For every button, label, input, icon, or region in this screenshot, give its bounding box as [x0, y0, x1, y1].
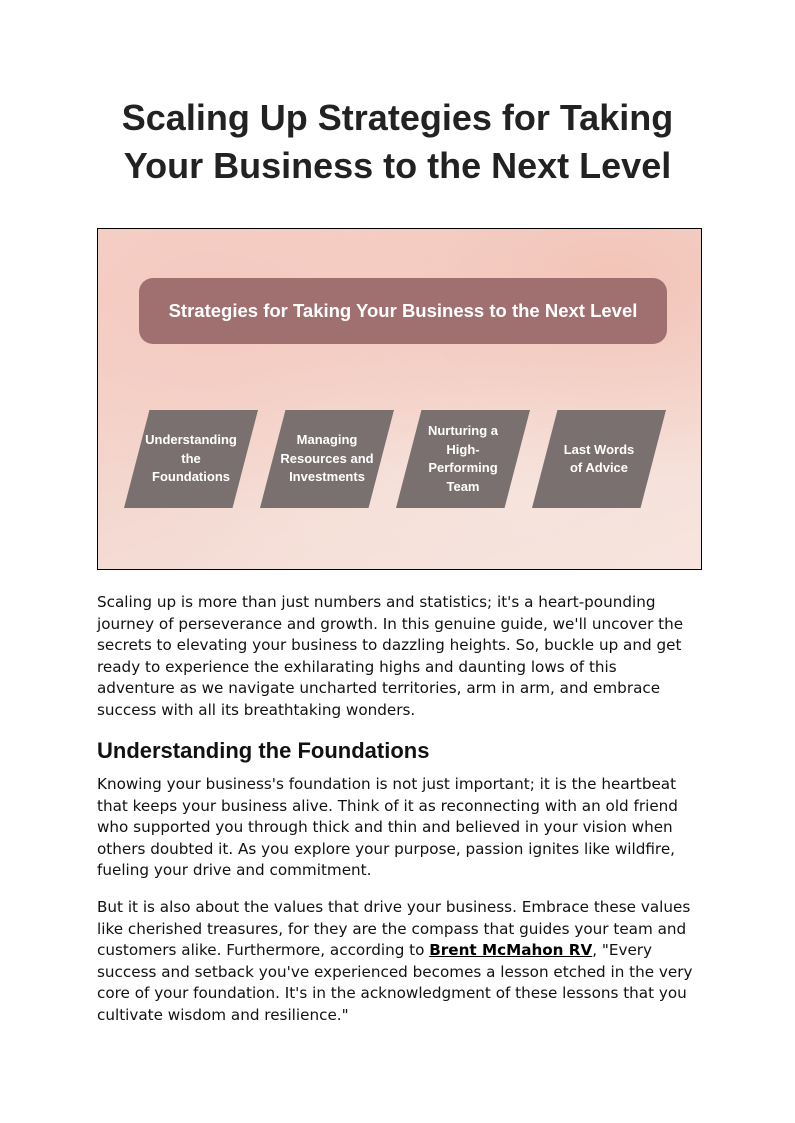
section-heading: Understanding the Foundations — [97, 738, 430, 763]
text-line: journey of perseverance and growth. In this genuine guide, we'll uncover the — [97, 614, 684, 633]
text-line: ready to experience the exhilarating highs and daunting lows of this — [97, 657, 617, 676]
intro-paragraph — [97, 592, 683, 721]
text-line: adventure as we navigate uncharted territories, arm in arm, and embrace — [97, 679, 661, 697]
title-line: Scaling Up Strategies for Taking — [121, 97, 674, 138]
strategy-label: Understanding the Foundations — [145, 432, 237, 485]
text-line: Knowing your business's foundation is not just important; it is the heartbeat — [97, 775, 677, 793]
text-span: , "Every — [592, 941, 653, 959]
text-span: customers alike. Furthermore, according to — [97, 941, 430, 959]
text-line: like cherished treasures, for they are the compass that guides your team and — [97, 919, 687, 938]
text-line: core of your foundation. It's in the acknowledgment of these lessons that you — [97, 984, 687, 1002]
text-line: fueling your drive and commitment. — [97, 861, 372, 879]
strategy-label: Last Words of Advice — [563, 441, 635, 475]
text-line: who supported you through thick and thin and believed in your vision when — [97, 818, 673, 836]
strategy-box-foundations — [124, 410, 258, 508]
strategy-label: Nurturing a High-Performing Team — [427, 423, 499, 494]
strategy-box-team — [396, 410, 530, 508]
text-line: cultivate wisdom and resilience." — [97, 1005, 349, 1024]
strategy-box-resources — [260, 410, 394, 508]
text-line: that keeps your business alive. Think of it as reconnecting with an old friend — [97, 796, 678, 815]
strategy-box-advice — [532, 410, 666, 508]
foundations-paragraph-1 — [97, 774, 678, 882]
text-line: secrets to elevating your business to dazzling heights. So, buckle up and get — [97, 636, 682, 654]
text-line: But it is also about the values that drive your business. Embrace these values — [97, 898, 691, 916]
text-line: success with all its breathtaking wonders. — [97, 700, 416, 719]
text-line — [97, 940, 693, 962]
strategies-infographic — [97, 228, 702, 570]
brent-mcmahon-rv-link[interactable]: Brent McMahon RV — [429, 941, 593, 959]
title-line: Your Business to the Next Level — [123, 145, 672, 186]
infographic-banner: Strategies for Taking Your Business to the Next Level — [139, 278, 667, 344]
strategy-label: Managing Resources and Investments — [280, 432, 374, 485]
text-line: others doubted it. As you explore your purpose, passion ignites like wildfire, — [97, 839, 675, 858]
foundations-paragraph-2 — [97, 897, 693, 1026]
text-line: success and setback you've experienced becomes a lesson etched in the very — [97, 962, 693, 981]
text-line: Scaling up is more than just numbers and statistics; it's a heart-pounding — [97, 593, 656, 611]
document-title — [0, 94, 795, 190]
